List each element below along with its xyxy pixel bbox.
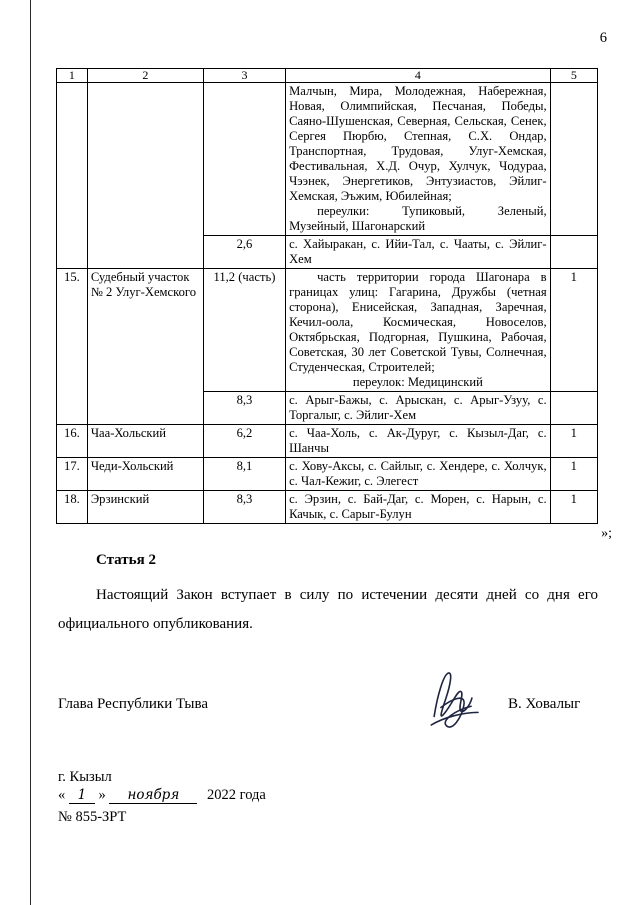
cell-row-number: 16. [57, 425, 88, 458]
article-2-body: Настоящий Закон вступает в силу по истечении десяти дней со дня его официального опубликования. [58, 587, 598, 632]
column-header-3: 3 [203, 69, 285, 83]
cell-villages: с. Эрзин, с. Бай-Даг, с. Морен, с. Нарын, с. Качык, с. Сарыг-Булун [286, 491, 551, 524]
cell-district-name: Эрзинский [87, 491, 203, 524]
cell-value: 8,3 [203, 392, 285, 425]
table-row-17 [57, 458, 598, 491]
cell-villages: с. Арыг-Бажы, с. Арыскан, с. Арыг-Узуу, с. Торгалыг, с. Эйлиг-Хем [286, 392, 551, 425]
cell-empty [550, 83, 597, 236]
cell-streets [286, 269, 551, 392]
table-row-continuation-part1 [57, 83, 598, 236]
cell-row-number: 17. [57, 458, 88, 491]
footer-date-line [58, 787, 266, 804]
column-header-2: 2 [87, 69, 203, 83]
lane-text: переулок: Медицинский [352, 375, 483, 389]
page-number: 6 [599, 30, 607, 46]
cell-empty [57, 83, 88, 269]
cell-count: 1 [550, 425, 597, 458]
cell-district-name: Судебный участок № 2 Улуг-Хемского [87, 269, 203, 425]
column-header-4: 4 [286, 69, 551, 83]
table-row-15-part1 [57, 269, 598, 392]
quote-close: » [98, 787, 106, 803]
cell-villages: с. Хову-Аксы, с. Сайлыг, с. Хендере, с. Холчук, с. Чал-Кежиг, с. Элегест [286, 458, 551, 491]
cell-empty [87, 83, 203, 269]
table-header-row [57, 69, 598, 83]
streets-text: Малчын, Мира, Молодежная, Набережная, Новая, Олимпийская, Песчаная, Победы, Саяно-Шушенская, Северная, Сельская, Сенек, Сергея Пюрбю, Степная, С.Х. Ондар, Транспортная, Трудовая, Улуг-Хемская, Фестивальная, Х.Д. Очур, Хулчук, Чодураа, Чээнек, Энергетиков, Энтузиастов, Эйлиг-Хемская, Эъжим, Юбилейная; [289, 84, 547, 203]
cell-count: 1 [550, 269, 597, 392]
table-row-18 [57, 491, 598, 524]
signer-name: В. Ховалыг [508, 696, 581, 712]
cell-empty [550, 236, 597, 269]
scan-edge-line [30, 0, 31, 905]
cell-count: 1 [550, 458, 597, 491]
handwritten-signature [413, 660, 488, 740]
cell-row-number: 15. [57, 269, 88, 425]
cell-value: 8,1 [203, 458, 285, 491]
cell-empty [203, 83, 285, 236]
closing-quote-mark: »; [601, 526, 612, 541]
document-number: № 855-ЗРТ [58, 809, 127, 825]
cell-value: 11,2 (часть) [203, 269, 285, 392]
territory-text: часть территории города Шагонара в границах улиц: Гагарина, Дружбы (четная сторона), Енисейская, Западная, Заречная, Кечил-оола, Космическая, Новоселов, Октябрьская, Подгорная, Пушкина, Рабочая, Советская, 30 лет Советской Тувы, Солнечная, Студенческая, Строителей; [289, 270, 547, 374]
date-year: 2022 года [207, 787, 266, 803]
handwritten-month: ноября [109, 787, 197, 804]
cell-count: 1 [550, 491, 597, 524]
cell-district-name: Чаа-Хольский [87, 425, 203, 458]
column-header-5: 5 [550, 69, 597, 83]
table-row-16 [57, 425, 598, 458]
cell-villages: с. Хайыракан, с. Ийи-Тал, с. Чааты, с. Эйлиг-Хем [286, 236, 551, 269]
lanes-text: переулки: Тупиковый, Зеленый, Музейный, Шагонарский [289, 204, 547, 233]
cell-value: 2,6 [203, 236, 285, 269]
article-2-title: Статья 2 [96, 552, 156, 568]
cell-empty [550, 392, 597, 425]
cell-value: 6,2 [203, 425, 285, 458]
footer-city: г. Кызыл [58, 769, 112, 785]
handwritten-day: 1 [69, 787, 95, 804]
cell-streets [286, 83, 551, 236]
column-header-1: 1 [57, 69, 88, 83]
head-of-republic-label: Глава Республики Тыва [58, 696, 209, 712]
judicial-districts-table [56, 68, 598, 524]
quote-open: « [58, 787, 66, 803]
cell-row-number: 18. [57, 491, 88, 524]
cell-district-name: Чеди-Хольский [87, 458, 203, 491]
cell-villages: с. Чаа-Холь, с. Ак-Дуруг, с. Кызыл-Даг, с. Шанчы [286, 425, 551, 458]
cell-value: 8,3 [203, 491, 285, 524]
